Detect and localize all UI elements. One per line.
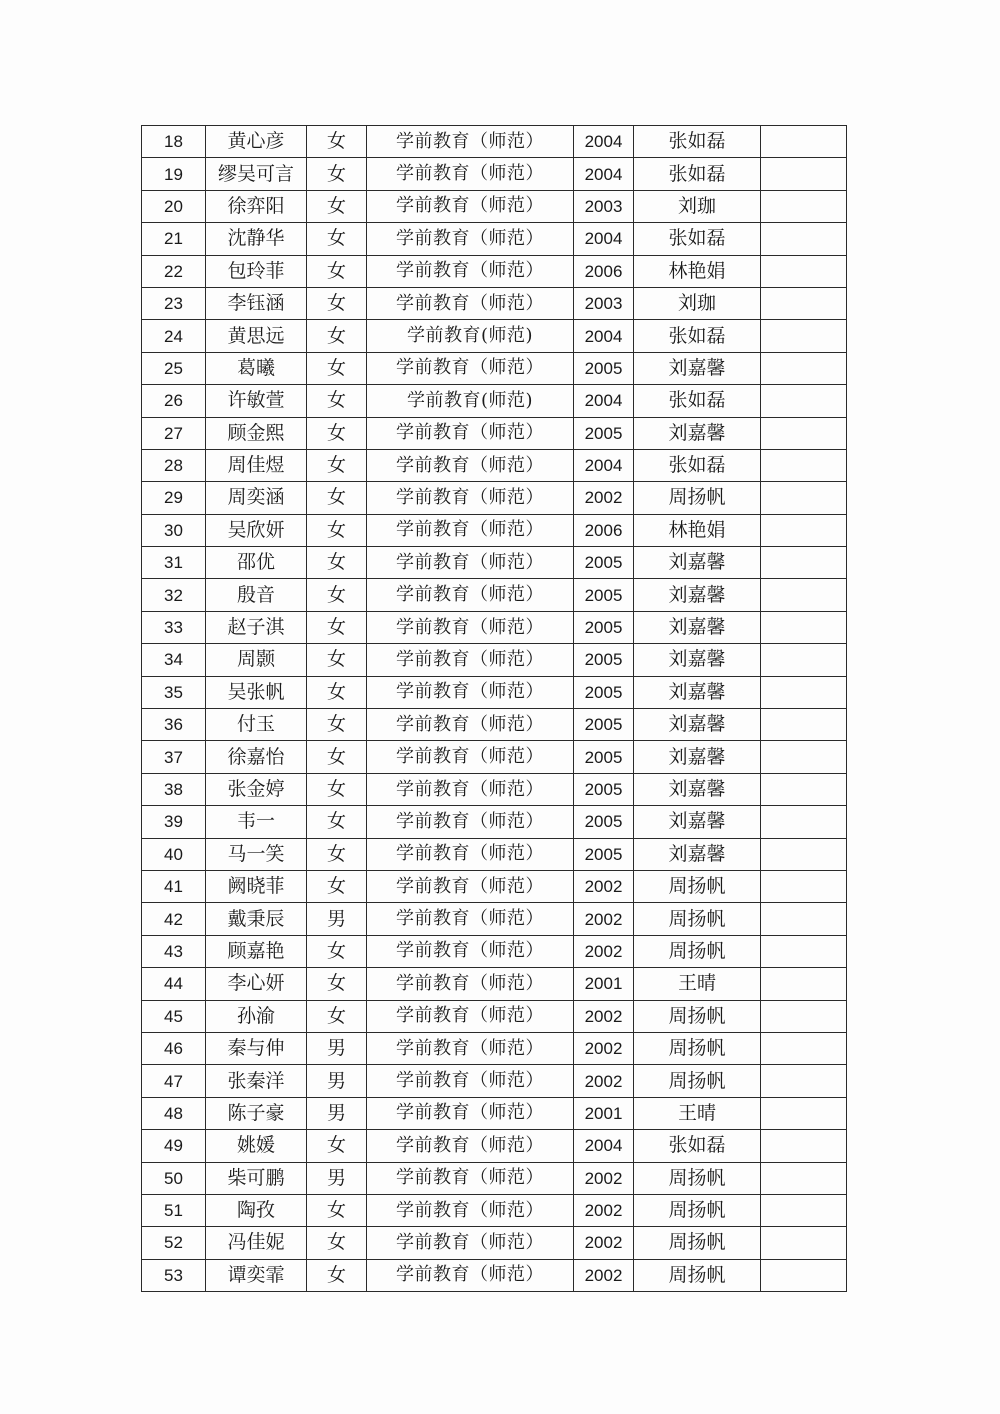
remark-cell (761, 190, 847, 222)
teacher-name: 张如磊 (634, 1130, 761, 1162)
row-number: 30 (142, 514, 206, 546)
row-number: 26 (142, 385, 206, 417)
student-year: 2005 (574, 611, 634, 643)
student-major: 学前教育（师范） (367, 190, 574, 222)
table-row (142, 579, 847, 611)
student-name: 冯佳妮 (206, 1227, 307, 1259)
student-gender: 女 (307, 320, 367, 352)
row-number: 53 (142, 1259, 206, 1291)
table-row (142, 190, 847, 222)
student-major: 学前教育（师范） (367, 806, 574, 838)
student-gender: 女 (307, 482, 367, 514)
remark-cell (761, 255, 847, 287)
teacher-name: 林艳娟 (634, 514, 761, 546)
remark-cell (761, 547, 847, 579)
teacher-name: 刘珈 (634, 190, 761, 222)
table-row (142, 870, 847, 902)
student-major: 学前教育（师范） (367, 773, 574, 805)
student-major: 学前教育（师范） (367, 287, 574, 319)
teacher-name: 周扬帆 (634, 935, 761, 967)
table-row (142, 903, 847, 935)
student-year: 2002 (574, 935, 634, 967)
remark-cell (761, 709, 847, 741)
student-name: 李钰涵 (206, 287, 307, 319)
student-gender: 女 (307, 1194, 367, 1226)
student-name: 许敏萱 (206, 385, 307, 417)
student-name: 姚媛 (206, 1130, 307, 1162)
student-gender: 女 (307, 838, 367, 870)
student-major: 学前教育（师范） (367, 676, 574, 708)
student-roster-table (141, 125, 847, 1292)
student-gender: 女 (307, 709, 367, 741)
remark-cell (761, 417, 847, 449)
student-gender: 女 (307, 449, 367, 481)
remark-cell (761, 870, 847, 902)
table-row (142, 1097, 847, 1129)
student-year: 2005 (574, 741, 634, 773)
student-major: 学前教育（师范） (367, 579, 574, 611)
teacher-name: 刘嘉馨 (634, 676, 761, 708)
remark-cell (761, 1194, 847, 1226)
student-major: 学前教育（师范） (367, 741, 574, 773)
table-row (142, 126, 847, 158)
student-major: 学前教育（师范） (367, 968, 574, 1000)
student-gender: 女 (307, 579, 367, 611)
student-year: 2004 (574, 158, 634, 190)
student-name: 顾嘉艳 (206, 935, 307, 967)
student-year: 2005 (574, 709, 634, 741)
student-gender: 女 (307, 806, 367, 838)
row-number: 27 (142, 417, 206, 449)
student-year: 2002 (574, 1065, 634, 1097)
teacher-name: 周扬帆 (634, 1065, 761, 1097)
student-year: 2005 (574, 547, 634, 579)
row-number: 51 (142, 1194, 206, 1226)
student-major: 学前教育（师范） (367, 1130, 574, 1162)
remark-cell (761, 385, 847, 417)
table-row (142, 935, 847, 967)
row-number: 22 (142, 255, 206, 287)
table-row (142, 287, 847, 319)
teacher-name: 周扬帆 (634, 1259, 761, 1291)
student-major: 学前教育（师范） (367, 870, 574, 902)
student-major: 学前教育（师范） (367, 709, 574, 741)
student-year: 2005 (574, 773, 634, 805)
row-number: 45 (142, 1000, 206, 1032)
student-name: 吴张帆 (206, 676, 307, 708)
student-gender: 女 (307, 1227, 367, 1259)
table-row (142, 838, 847, 870)
student-major: 学前教育（师范） (367, 126, 574, 158)
student-major: 学前教育（师范） (367, 1227, 574, 1259)
student-major: 学前教育（师范） (367, 1000, 574, 1032)
row-number: 48 (142, 1097, 206, 1129)
table-row (142, 158, 847, 190)
student-major: 学前教育（师范） (367, 482, 574, 514)
student-name: 张秦洋 (206, 1065, 307, 1097)
student-name: 阙晓菲 (206, 870, 307, 902)
table-row (142, 1032, 847, 1064)
student-gender: 女 (307, 611, 367, 643)
remark-cell (761, 287, 847, 319)
remark-cell (761, 644, 847, 676)
student-year: 2002 (574, 903, 634, 935)
student-major: 学前教育（师范） (367, 352, 574, 384)
teacher-name: 周扬帆 (634, 1227, 761, 1259)
teacher-name: 张如磊 (634, 126, 761, 158)
student-gender: 女 (307, 190, 367, 222)
teacher-name: 刘嘉馨 (634, 773, 761, 805)
teacher-name: 刘嘉馨 (634, 709, 761, 741)
teacher-name: 周扬帆 (634, 870, 761, 902)
row-number: 31 (142, 547, 206, 579)
student-name: 张金婷 (206, 773, 307, 805)
remark-cell (761, 935, 847, 967)
roster-body (142, 126, 847, 1292)
table-row (142, 1065, 847, 1097)
row-number: 43 (142, 935, 206, 967)
row-number: 25 (142, 352, 206, 384)
remark-cell (761, 773, 847, 805)
remark-cell (761, 838, 847, 870)
student-name: 殷音 (206, 579, 307, 611)
student-gender: 女 (307, 352, 367, 384)
row-number: 41 (142, 870, 206, 902)
student-name: 徐嘉怡 (206, 741, 307, 773)
table-row (142, 223, 847, 255)
student-year: 2005 (574, 644, 634, 676)
student-gender: 女 (307, 223, 367, 255)
student-name: 陶孜 (206, 1194, 307, 1226)
remark-cell (761, 1000, 847, 1032)
table-row (142, 676, 847, 708)
student-name: 谭奕霏 (206, 1259, 307, 1291)
student-year: 2005 (574, 579, 634, 611)
row-number: 28 (142, 449, 206, 481)
remark-cell (761, 1097, 847, 1129)
remark-cell (761, 1130, 847, 1162)
row-number: 21 (142, 223, 206, 255)
teacher-name: 林艳娟 (634, 255, 761, 287)
teacher-name: 刘嘉馨 (634, 838, 761, 870)
student-name: 沈静华 (206, 223, 307, 255)
student-year: 2002 (574, 482, 634, 514)
student-gender: 女 (307, 741, 367, 773)
teacher-name: 刘嘉馨 (634, 352, 761, 384)
student-name: 黄心彦 (206, 126, 307, 158)
student-major: 学前教育（师范） (367, 449, 574, 481)
remark-cell (761, 158, 847, 190)
teacher-name: 刘嘉馨 (634, 579, 761, 611)
row-number: 20 (142, 190, 206, 222)
student-major: 学前教育（师范） (367, 903, 574, 935)
student-year: 2004 (574, 126, 634, 158)
student-year: 2004 (574, 449, 634, 481)
remark-cell (761, 1032, 847, 1064)
student-major: 学前教育（师范） (367, 223, 574, 255)
student-year: 2004 (574, 385, 634, 417)
remark-cell (761, 514, 847, 546)
student-gender: 男 (307, 1162, 367, 1194)
teacher-name: 周扬帆 (634, 903, 761, 935)
remark-cell (761, 482, 847, 514)
row-number: 29 (142, 482, 206, 514)
student-gender: 男 (307, 1097, 367, 1129)
student-major: 学前教育（师范） (367, 417, 574, 449)
table-row (142, 1000, 847, 1032)
table-row (142, 385, 847, 417)
student-name: 葛曦 (206, 352, 307, 384)
table-row (142, 1162, 847, 1194)
remark-cell (761, 1065, 847, 1097)
student-gender: 男 (307, 903, 367, 935)
student-year: 2003 (574, 287, 634, 319)
teacher-name: 张如磊 (634, 385, 761, 417)
remark-cell (761, 806, 847, 838)
student-year: 2002 (574, 1259, 634, 1291)
row-number: 39 (142, 806, 206, 838)
student-name: 秦与伸 (206, 1032, 307, 1064)
remark-cell (761, 676, 847, 708)
remark-cell (761, 611, 847, 643)
row-number: 37 (142, 741, 206, 773)
row-number: 33 (142, 611, 206, 643)
student-gender: 女 (307, 547, 367, 579)
table-row (142, 449, 847, 481)
student-gender: 女 (307, 385, 367, 417)
student-name: 赵子淇 (206, 611, 307, 643)
remark-cell (761, 1162, 847, 1194)
student-major: 学前教育（师范） (367, 1032, 574, 1064)
row-number: 44 (142, 968, 206, 1000)
teacher-name: 周扬帆 (634, 1032, 761, 1064)
student-gender: 女 (307, 255, 367, 287)
student-gender: 女 (307, 968, 367, 1000)
remark-cell (761, 968, 847, 1000)
table-row (142, 644, 847, 676)
student-major: 学前教育（师范） (367, 1194, 574, 1226)
row-number: 19 (142, 158, 206, 190)
row-number: 24 (142, 320, 206, 352)
student-major: 学前教育（师范） (367, 644, 574, 676)
student-name: 吴欣妍 (206, 514, 307, 546)
row-number: 47 (142, 1065, 206, 1097)
student-name: 徐弈阳 (206, 190, 307, 222)
teacher-name: 周扬帆 (634, 1162, 761, 1194)
student-year: 2006 (574, 514, 634, 546)
remark-cell (761, 449, 847, 481)
student-year: 2005 (574, 676, 634, 708)
student-major: 学前教育（师范） (367, 935, 574, 967)
row-number: 46 (142, 1032, 206, 1064)
student-name: 周奕涵 (206, 482, 307, 514)
teacher-name: 张如磊 (634, 449, 761, 481)
student-gender: 女 (307, 1000, 367, 1032)
student-gender: 女 (307, 126, 367, 158)
student-name: 陈子豪 (206, 1097, 307, 1129)
student-year: 2002 (574, 1194, 634, 1226)
student-name: 邵优 (206, 547, 307, 579)
teacher-name: 周扬帆 (634, 482, 761, 514)
student-name: 黄思远 (206, 320, 307, 352)
remark-cell (761, 320, 847, 352)
table-row (142, 806, 847, 838)
student-year: 2002 (574, 1032, 634, 1064)
student-major: 学前教育（师范） (367, 158, 574, 190)
student-gender: 女 (307, 158, 367, 190)
row-number: 40 (142, 838, 206, 870)
student-major: 学前教育（师范） (367, 1259, 574, 1291)
teacher-name: 刘嘉馨 (634, 417, 761, 449)
table-row (142, 741, 847, 773)
teacher-name: 王晴 (634, 968, 761, 1000)
student-major: 学前教育(师范) (367, 320, 574, 352)
student-gender: 女 (307, 287, 367, 319)
student-name: 周颢 (206, 644, 307, 676)
student-gender: 女 (307, 935, 367, 967)
student-year: 2004 (574, 223, 634, 255)
student-year: 2006 (574, 255, 634, 287)
remark-cell (761, 352, 847, 384)
table-row (142, 482, 847, 514)
remark-cell (761, 1227, 847, 1259)
row-number: 50 (142, 1162, 206, 1194)
teacher-name: 刘嘉馨 (634, 741, 761, 773)
remark-cell (761, 741, 847, 773)
row-number: 18 (142, 126, 206, 158)
table-row (142, 1194, 847, 1226)
table-row (142, 352, 847, 384)
student-name: 包玲菲 (206, 255, 307, 287)
student-major: 学前教育（师范） (367, 255, 574, 287)
row-number: 35 (142, 676, 206, 708)
student-year: 2004 (574, 320, 634, 352)
student-year: 2002 (574, 1227, 634, 1259)
student-gender: 女 (307, 514, 367, 546)
student-year: 2001 (574, 968, 634, 1000)
table-row (142, 1227, 847, 1259)
row-number: 49 (142, 1130, 206, 1162)
teacher-name: 张如磊 (634, 320, 761, 352)
remark-cell (761, 223, 847, 255)
teacher-name: 张如磊 (634, 223, 761, 255)
student-year: 2004 (574, 1130, 634, 1162)
student-year: 2001 (574, 1097, 634, 1129)
teacher-name: 刘嘉馨 (634, 611, 761, 643)
table-row (142, 514, 847, 546)
teacher-name: 刘嘉馨 (634, 644, 761, 676)
student-gender: 女 (307, 1130, 367, 1162)
student-gender: 女 (307, 417, 367, 449)
row-number: 42 (142, 903, 206, 935)
student-name: 柴可鹏 (206, 1162, 307, 1194)
teacher-name: 周扬帆 (634, 1194, 761, 1226)
student-gender: 男 (307, 1065, 367, 1097)
student-year: 2005 (574, 838, 634, 870)
student-year: 2002 (574, 870, 634, 902)
row-number: 32 (142, 579, 206, 611)
student-name: 韦一 (206, 806, 307, 838)
student-major: 学前教育（师范） (367, 514, 574, 546)
row-number: 36 (142, 709, 206, 741)
table-row (142, 320, 847, 352)
student-year: 2002 (574, 1000, 634, 1032)
student-name: 缪吴可言 (206, 158, 307, 190)
teacher-name: 周扬帆 (634, 1000, 761, 1032)
table-row (142, 417, 847, 449)
student-year: 2003 (574, 190, 634, 222)
student-gender: 女 (307, 773, 367, 805)
teacher-name: 王晴 (634, 1097, 761, 1129)
student-year: 2005 (574, 352, 634, 384)
student-major: 学前教育（师范） (367, 1065, 574, 1097)
table-row (142, 709, 847, 741)
table-row (142, 968, 847, 1000)
student-name: 马一笑 (206, 838, 307, 870)
table-row (142, 255, 847, 287)
student-gender: 女 (307, 1259, 367, 1291)
row-number: 52 (142, 1227, 206, 1259)
remark-cell (761, 903, 847, 935)
student-name: 付玉 (206, 709, 307, 741)
row-number: 38 (142, 773, 206, 805)
student-gender: 女 (307, 644, 367, 676)
student-name: 戴秉辰 (206, 903, 307, 935)
teacher-name: 张如磊 (634, 158, 761, 190)
table-row (142, 1130, 847, 1162)
student-year: 2002 (574, 1162, 634, 1194)
table-row (142, 773, 847, 805)
table-row (142, 547, 847, 579)
student-year: 2005 (574, 417, 634, 449)
student-name: 顾金熙 (206, 417, 307, 449)
teacher-name: 刘嘉馨 (634, 806, 761, 838)
teacher-name: 刘珈 (634, 287, 761, 319)
student-major: 学前教育（师范） (367, 838, 574, 870)
student-year: 2005 (574, 806, 634, 838)
remark-cell (761, 579, 847, 611)
teacher-name: 刘嘉馨 (634, 547, 761, 579)
table-row (142, 1259, 847, 1291)
student-gender: 女 (307, 676, 367, 708)
student-major: 学前教育(师范) (367, 385, 574, 417)
student-gender: 女 (307, 870, 367, 902)
student-major: 学前教育（师范） (367, 1097, 574, 1129)
student-name: 周佳煜 (206, 449, 307, 481)
student-major: 学前教育（师范） (367, 1162, 574, 1194)
row-number: 23 (142, 287, 206, 319)
student-name: 李心妍 (206, 968, 307, 1000)
remark-cell (761, 126, 847, 158)
student-major: 学前教育（师范） (367, 547, 574, 579)
student-name: 孙渝 (206, 1000, 307, 1032)
student-gender: 男 (307, 1032, 367, 1064)
remark-cell (761, 1259, 847, 1291)
row-number: 34 (142, 644, 206, 676)
table-row (142, 611, 847, 643)
student-major: 学前教育（师范） (367, 611, 574, 643)
